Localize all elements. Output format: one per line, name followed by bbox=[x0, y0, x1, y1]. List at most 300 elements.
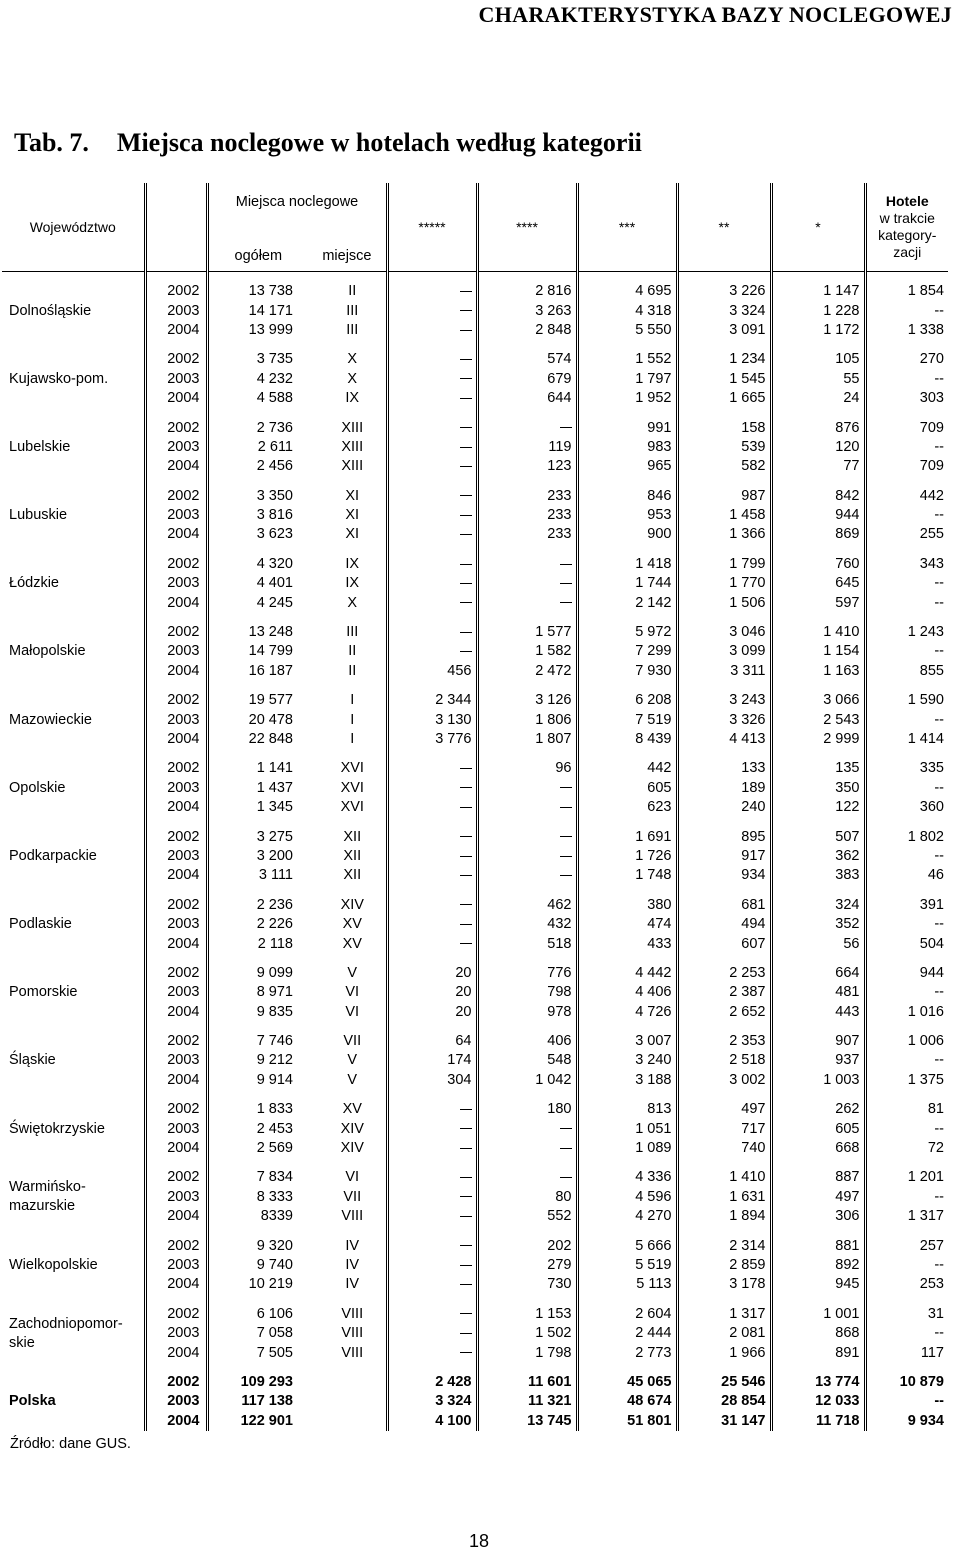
row-gap bbox=[2, 545, 948, 555]
year-cell: 2004 bbox=[167, 390, 200, 407]
rank-cell: XV bbox=[342, 935, 362, 952]
in-progress-cell: 72 bbox=[865, 1139, 948, 1158]
gap-cell bbox=[207, 886, 297, 896]
gap-cell bbox=[297, 272, 387, 283]
total-cell: 122 901 bbox=[207, 1412, 297, 1431]
total-cell: 2 736 bbox=[207, 418, 297, 437]
cat4-cell: 679 bbox=[477, 370, 577, 389]
in-progress-cell: -- bbox=[865, 1256, 948, 1275]
cat4-cell: 1 502 bbox=[477, 1324, 577, 1343]
dash-mark bbox=[460, 564, 472, 565]
voivodeship-name: Opolskie bbox=[9, 779, 66, 796]
gap-cell bbox=[477, 613, 577, 623]
cat4-cell: 776 bbox=[477, 964, 577, 983]
gap-cell bbox=[297, 817, 387, 827]
gap-cell bbox=[297, 954, 387, 964]
total-cell: 13 999 bbox=[207, 321, 297, 340]
year-cell: 2002 bbox=[167, 1237, 200, 1254]
voivodeship-name: Kujawsko-pom. bbox=[9, 370, 109, 387]
cat1-cell: 1 154 bbox=[771, 642, 865, 661]
dash-mark bbox=[460, 1333, 472, 1334]
cat2-cell: 2 314 bbox=[677, 1236, 771, 1255]
cat2-cell: 582 bbox=[677, 457, 771, 476]
total-cell: 8 333 bbox=[207, 1188, 297, 1207]
row-gap bbox=[2, 1090, 948, 1100]
cat1-cell: 105 bbox=[771, 350, 865, 369]
cat1-cell: 1 003 bbox=[771, 1071, 865, 1090]
total-cell: 9 320 bbox=[207, 1236, 297, 1255]
gap-cell bbox=[771, 886, 865, 896]
header-cat1: * bbox=[771, 183, 865, 272]
gap-cell bbox=[577, 477, 677, 487]
gap-cell bbox=[865, 340, 948, 350]
gap-cell bbox=[145, 1022, 207, 1032]
gap-cell bbox=[207, 1226, 297, 1236]
in-progress-cell: 1 006 bbox=[865, 1032, 948, 1051]
dash-mark bbox=[460, 310, 472, 311]
year-cell: 2004 bbox=[167, 321, 200, 338]
rank-cell: XV bbox=[342, 1101, 362, 1118]
year-cell: 2004 bbox=[167, 1140, 200, 1157]
gap-cell bbox=[477, 1090, 577, 1100]
dash-mark bbox=[460, 495, 472, 496]
gap-cell bbox=[477, 408, 577, 418]
dash-mark bbox=[460, 856, 472, 857]
gap-cell bbox=[477, 886, 577, 896]
cat5-cell bbox=[387, 506, 477, 525]
cat3-cell: 5 113 bbox=[577, 1275, 677, 1294]
cat4-cell: 123 bbox=[477, 457, 577, 476]
cat1-cell: 1 172 bbox=[771, 321, 865, 340]
total-cell: 9 212 bbox=[207, 1051, 297, 1070]
in-progress-cell: 343 bbox=[865, 555, 948, 574]
voivodeship-name: mazurskie bbox=[9, 1198, 76, 1215]
cat5-cell bbox=[387, 827, 477, 846]
cat3-cell: 4 318 bbox=[577, 301, 677, 320]
cat3-cell: 4 726 bbox=[577, 1003, 677, 1022]
rank-cell: XII bbox=[343, 867, 362, 884]
gap-cell bbox=[865, 1158, 948, 1168]
gap-cell bbox=[145, 340, 207, 350]
row-gap bbox=[2, 477, 948, 487]
gap-cell bbox=[677, 613, 771, 623]
cat3-cell: 45 065 bbox=[577, 1373, 677, 1392]
cat2-cell: 1 458 bbox=[677, 506, 771, 525]
gap-cell bbox=[297, 749, 387, 759]
rank-cell: II bbox=[348, 283, 357, 300]
cat4-cell bbox=[477, 418, 577, 437]
row-gap bbox=[2, 408, 948, 418]
cat2-cell: 895 bbox=[677, 827, 771, 846]
cat3-cell: 846 bbox=[577, 487, 677, 506]
cat5-cell: 20 bbox=[387, 983, 477, 1002]
rank-cell: II bbox=[348, 643, 357, 660]
header-cat4: **** bbox=[477, 183, 577, 272]
rank-cell: XII bbox=[343, 847, 362, 864]
cat2-cell: 681 bbox=[677, 896, 771, 915]
cat4-cell bbox=[477, 1119, 577, 1138]
cat2-cell: 1 665 bbox=[677, 389, 771, 408]
dash-mark bbox=[460, 807, 472, 808]
cat3-cell: 442 bbox=[577, 759, 677, 778]
voivodeship-name: Dolnośląskie bbox=[9, 302, 92, 319]
cat5-cell bbox=[387, 350, 477, 369]
rank-cell: V bbox=[347, 1071, 358, 1088]
table-row bbox=[2, 1305, 948, 1324]
total-cell: 4 320 bbox=[207, 555, 297, 574]
in-progress-cell: 9 934 bbox=[865, 1412, 948, 1431]
in-progress-cell: -- bbox=[865, 438, 948, 457]
in-progress-cell: 46 bbox=[865, 866, 948, 885]
cat2-cell: 3 002 bbox=[677, 1071, 771, 1090]
cat3-cell: 813 bbox=[577, 1100, 677, 1119]
voivodeship-name: Lubuskie bbox=[9, 507, 68, 524]
dash-mark bbox=[560, 1128, 572, 1129]
in-progress-cell: 257 bbox=[865, 1236, 948, 1255]
dash-mark bbox=[560, 807, 572, 808]
year-cell: 2002 bbox=[167, 283, 200, 300]
gap-cell bbox=[677, 477, 771, 487]
gap-cell bbox=[477, 1363, 577, 1373]
gap-cell bbox=[771, 272, 865, 283]
cat3-cell: 4 270 bbox=[577, 1207, 677, 1226]
year-cell: 2003 bbox=[167, 1393, 200, 1410]
dash-mark bbox=[460, 398, 472, 399]
rank-cell: I bbox=[350, 731, 355, 747]
cat3-cell: 3 240 bbox=[577, 1051, 677, 1070]
cat1-cell: 876 bbox=[771, 418, 865, 437]
cat5-cell: 4 100 bbox=[387, 1412, 477, 1431]
gap-cell bbox=[771, 613, 865, 623]
cat3-cell: 1 691 bbox=[577, 827, 677, 846]
header-cat5: ***** bbox=[387, 183, 477, 272]
in-progress-cell: -- bbox=[865, 593, 948, 612]
cat3-cell: 3 188 bbox=[577, 1071, 677, 1090]
year-cell: 2002 bbox=[167, 555, 200, 572]
cat2-cell: 3 324 bbox=[677, 301, 771, 320]
year-cell: 2004 bbox=[167, 662, 200, 679]
rank-cell: VI bbox=[345, 1003, 360, 1020]
gap-cell bbox=[2, 1295, 145, 1305]
year-cell: 2003 bbox=[167, 984, 200, 1001]
cat2-cell: 539 bbox=[677, 438, 771, 457]
in-progress-cell: -- bbox=[865, 301, 948, 320]
cat4-cell bbox=[477, 1168, 577, 1187]
cat1-cell: 507 bbox=[771, 827, 865, 846]
gap-cell bbox=[2, 545, 145, 555]
voivodeship-cell bbox=[2, 350, 145, 408]
cat3-cell: 8 439 bbox=[577, 730, 677, 749]
gap-cell bbox=[677, 817, 771, 827]
table-row bbox=[2, 1032, 948, 1051]
gap-cell bbox=[477, 749, 577, 759]
year-cell: 2003 bbox=[167, 779, 200, 796]
cat1-cell: 664 bbox=[771, 964, 865, 983]
cat1-cell: 1 410 bbox=[771, 623, 865, 642]
cat5-cell bbox=[387, 301, 477, 320]
cat2-cell: 2 253 bbox=[677, 964, 771, 983]
year-cell: 2003 bbox=[167, 302, 200, 319]
cat5-cell bbox=[387, 457, 477, 476]
cat5-cell bbox=[387, 1275, 477, 1294]
gap-cell bbox=[145, 477, 207, 487]
cat3-cell: 4 442 bbox=[577, 964, 677, 983]
dash-mark bbox=[560, 583, 572, 584]
cat5-cell bbox=[387, 418, 477, 437]
cat3-cell: 1 051 bbox=[577, 1119, 677, 1138]
gap-cell bbox=[207, 749, 297, 759]
table-row bbox=[2, 896, 948, 915]
gap-cell bbox=[297, 545, 387, 555]
in-progress-cell: 10 879 bbox=[865, 1373, 948, 1392]
cat4-cell: 3 126 bbox=[477, 691, 577, 710]
cat3-cell: 4 695 bbox=[577, 282, 677, 301]
cat1-cell: 306 bbox=[771, 1207, 865, 1226]
header-places-group bbox=[207, 183, 387, 272]
rank-cell: X bbox=[347, 370, 358, 387]
gap-cell bbox=[207, 408, 297, 418]
in-progress-cell: 1 201 bbox=[865, 1168, 948, 1187]
cat3-cell: 4 336 bbox=[577, 1168, 677, 1187]
cat4-cell: 1 807 bbox=[477, 730, 577, 749]
total-cell: 109 293 bbox=[207, 1373, 297, 1392]
dash-mark bbox=[460, 1352, 472, 1353]
dash-mark bbox=[460, 1109, 472, 1110]
total-cell: 8339 bbox=[207, 1207, 297, 1226]
table-body bbox=[2, 272, 948, 1431]
cat1-cell: 383 bbox=[771, 866, 865, 885]
voivodeship-cell bbox=[2, 896, 145, 954]
cat1-cell: 120 bbox=[771, 438, 865, 457]
gap-cell bbox=[577, 613, 677, 623]
total-cell: 13 248 bbox=[207, 623, 297, 642]
total-cell: 3 816 bbox=[207, 506, 297, 525]
cat2-cell: 494 bbox=[677, 915, 771, 934]
cat2-cell: 189 bbox=[677, 779, 771, 798]
cat4-cell: 13 745 bbox=[477, 1412, 577, 1431]
cat4-cell bbox=[477, 779, 577, 798]
cat1-cell: 362 bbox=[771, 847, 865, 866]
cat4-cell: 119 bbox=[477, 438, 577, 457]
gap-cell bbox=[297, 681, 387, 691]
dash-mark bbox=[460, 632, 472, 633]
cat1-cell: 868 bbox=[771, 1324, 865, 1343]
cat5-cell: 3 130 bbox=[387, 710, 477, 729]
cat4-cell: 552 bbox=[477, 1207, 577, 1226]
year-cell: 2003 bbox=[167, 507, 200, 524]
cat3-cell: 900 bbox=[577, 525, 677, 544]
cat5-cell bbox=[387, 370, 477, 389]
year-cell: 2002 bbox=[167, 487, 200, 504]
cat3-cell: 2 773 bbox=[577, 1343, 677, 1362]
cat1-cell: 869 bbox=[771, 525, 865, 544]
voivodeship-cell bbox=[2, 1168, 145, 1226]
cat1-cell: 350 bbox=[771, 779, 865, 798]
total-cell: 10 219 bbox=[207, 1275, 297, 1294]
gap-cell bbox=[207, 817, 297, 827]
year-cell: 2002 bbox=[167, 692, 200, 709]
gap-cell bbox=[577, 408, 677, 418]
gap-cell bbox=[145, 1158, 207, 1168]
in-progress-cell: -- bbox=[865, 1324, 948, 1343]
cat5-cell bbox=[387, 487, 477, 506]
gap-cell bbox=[145, 408, 207, 418]
cat5-cell bbox=[387, 915, 477, 934]
voivodeship-name: Podlaskie bbox=[9, 916, 72, 933]
cat1-cell: 1 228 bbox=[771, 301, 865, 320]
year-cell: 2003 bbox=[167, 847, 200, 864]
total-cell: 16 187 bbox=[207, 662, 297, 681]
rank-cell: VII bbox=[343, 1033, 362, 1050]
cat4-cell: 798 bbox=[477, 983, 577, 1002]
cat5-cell bbox=[387, 574, 477, 593]
cat4-cell: 574 bbox=[477, 350, 577, 369]
header-year bbox=[145, 183, 207, 272]
in-progress-cell: -- bbox=[865, 506, 948, 525]
cat3-cell: 5 519 bbox=[577, 1256, 677, 1275]
in-progress-cell: 117 bbox=[865, 1343, 948, 1362]
cat3-cell: 4 406 bbox=[577, 983, 677, 1002]
table-title bbox=[14, 128, 642, 158]
gap-cell bbox=[677, 408, 771, 418]
rank-cell: IX bbox=[345, 575, 360, 592]
cat2-cell: 3 178 bbox=[677, 1275, 771, 1294]
gap-cell bbox=[297, 613, 387, 623]
total-cell: 13 738 bbox=[207, 282, 297, 301]
year-cell: 2004 bbox=[167, 526, 200, 543]
dash-mark bbox=[460, 1196, 472, 1197]
dash-mark bbox=[460, 378, 472, 379]
cat2-cell: 917 bbox=[677, 847, 771, 866]
year-cell: 2003 bbox=[167, 711, 200, 728]
gap-cell bbox=[771, 1022, 865, 1032]
cat4-cell: 80 bbox=[477, 1188, 577, 1207]
total-cell: 3 350 bbox=[207, 487, 297, 506]
dash-mark bbox=[460, 904, 472, 905]
cat2-cell: 1 317 bbox=[677, 1305, 771, 1324]
year-cell: 2003 bbox=[167, 1256, 200, 1273]
in-progress-cell: -- bbox=[865, 574, 948, 593]
rank-cell: XII bbox=[343, 828, 362, 845]
gap-cell bbox=[297, 340, 387, 350]
gap-cell bbox=[297, 477, 387, 487]
in-progress-cell: 253 bbox=[865, 1275, 948, 1294]
cat5-cell: 304 bbox=[387, 1071, 477, 1090]
dash-mark bbox=[560, 856, 572, 857]
cat1-cell: 891 bbox=[771, 1343, 865, 1362]
gap-cell bbox=[477, 1226, 577, 1236]
dash-mark bbox=[560, 1177, 572, 1178]
gap-cell bbox=[2, 681, 145, 691]
year-cell: 2004 bbox=[167, 458, 200, 475]
voivodeship-cell bbox=[2, 1305, 145, 1363]
cat1-cell: 3 066 bbox=[771, 691, 865, 710]
in-progress-cell: 1 338 bbox=[865, 321, 948, 340]
gap-cell bbox=[387, 749, 477, 759]
gap-cell bbox=[387, 340, 477, 350]
cat3-cell: 4 596 bbox=[577, 1188, 677, 1207]
gap-cell bbox=[387, 1295, 477, 1305]
cat2-cell: 3 243 bbox=[677, 691, 771, 710]
cat1-cell: 907 bbox=[771, 1032, 865, 1051]
in-progress-cell: 504 bbox=[865, 934, 948, 953]
cat1-cell: 645 bbox=[771, 574, 865, 593]
header-in-progress-line: kategory- bbox=[878, 227, 937, 243]
cat2-cell: 240 bbox=[677, 798, 771, 817]
cat4-cell: 432 bbox=[477, 915, 577, 934]
in-progress-cell: 1 317 bbox=[865, 1207, 948, 1226]
total-cell: 9 914 bbox=[207, 1071, 297, 1090]
dash-mark bbox=[460, 1245, 472, 1246]
gap-cell bbox=[145, 613, 207, 623]
row-gap bbox=[2, 1226, 948, 1236]
cat1-cell: 881 bbox=[771, 1236, 865, 1255]
cat5-cell bbox=[387, 1168, 477, 1187]
year-cell: 2002 bbox=[167, 760, 200, 777]
cat4-cell bbox=[477, 827, 577, 846]
cat1-cell: 497 bbox=[771, 1188, 865, 1207]
gap-cell bbox=[477, 817, 577, 827]
dash-mark bbox=[560, 875, 572, 876]
in-progress-cell: 391 bbox=[865, 896, 948, 915]
cat2-cell: 3 091 bbox=[677, 321, 771, 340]
cat2-cell: 1 234 bbox=[677, 350, 771, 369]
gap-cell bbox=[865, 749, 948, 759]
voivodeship-name: Śląskie bbox=[9, 1052, 56, 1069]
voivodeship-name: Warmińsko- bbox=[9, 1179, 86, 1196]
cat5-cell: 456 bbox=[387, 662, 477, 681]
gap-cell bbox=[577, 1363, 677, 1373]
gap-cell bbox=[2, 886, 145, 896]
voivodeship-name: Zachodniopomor- bbox=[9, 1315, 123, 1332]
cat1-cell: 668 bbox=[771, 1139, 865, 1158]
rank-cell: XV bbox=[342, 916, 362, 933]
in-progress-cell: 1 802 bbox=[865, 827, 948, 846]
rank-cell: XVI bbox=[340, 779, 364, 796]
cat2-cell: 1 631 bbox=[677, 1188, 771, 1207]
gap-cell bbox=[677, 1226, 771, 1236]
gap-cell bbox=[387, 1022, 477, 1032]
gap-cell bbox=[207, 545, 297, 555]
cat2-cell: 1 506 bbox=[677, 593, 771, 612]
rank-cell: XIV bbox=[340, 1140, 364, 1157]
total-cell: 1 437 bbox=[207, 779, 297, 798]
rank-cell: XI bbox=[345, 507, 360, 524]
gap-cell bbox=[145, 886, 207, 896]
year-cell: 2002 bbox=[167, 1373, 200, 1390]
in-progress-cell: -- bbox=[865, 1119, 948, 1138]
cat4-cell: 1 153 bbox=[477, 1305, 577, 1324]
rank-cell: IV bbox=[345, 1276, 360, 1293]
total-cell: 19 577 bbox=[207, 691, 297, 710]
total-cell: 1 833 bbox=[207, 1100, 297, 1119]
gap-cell bbox=[771, 817, 865, 827]
cat2-cell: 3 046 bbox=[677, 623, 771, 642]
dash-mark bbox=[460, 359, 472, 360]
cat1-cell: 1 001 bbox=[771, 1305, 865, 1324]
gap-cell bbox=[771, 1158, 865, 1168]
gap-cell bbox=[677, 1363, 771, 1373]
source-note: Źródło: dane GUS. bbox=[10, 1436, 131, 1452]
total-cell: 4 232 bbox=[207, 370, 297, 389]
rank-cell: III bbox=[346, 302, 359, 319]
running-header: CHARAKTERYSTYKA BAZY NOCLEGOWEJ bbox=[478, 2, 952, 27]
gap-cell bbox=[145, 545, 207, 555]
voivodeship-cell bbox=[2, 418, 145, 476]
cat1-cell: 605 bbox=[771, 1119, 865, 1138]
gap-cell bbox=[865, 272, 948, 283]
rank-cell: II bbox=[348, 662, 357, 679]
